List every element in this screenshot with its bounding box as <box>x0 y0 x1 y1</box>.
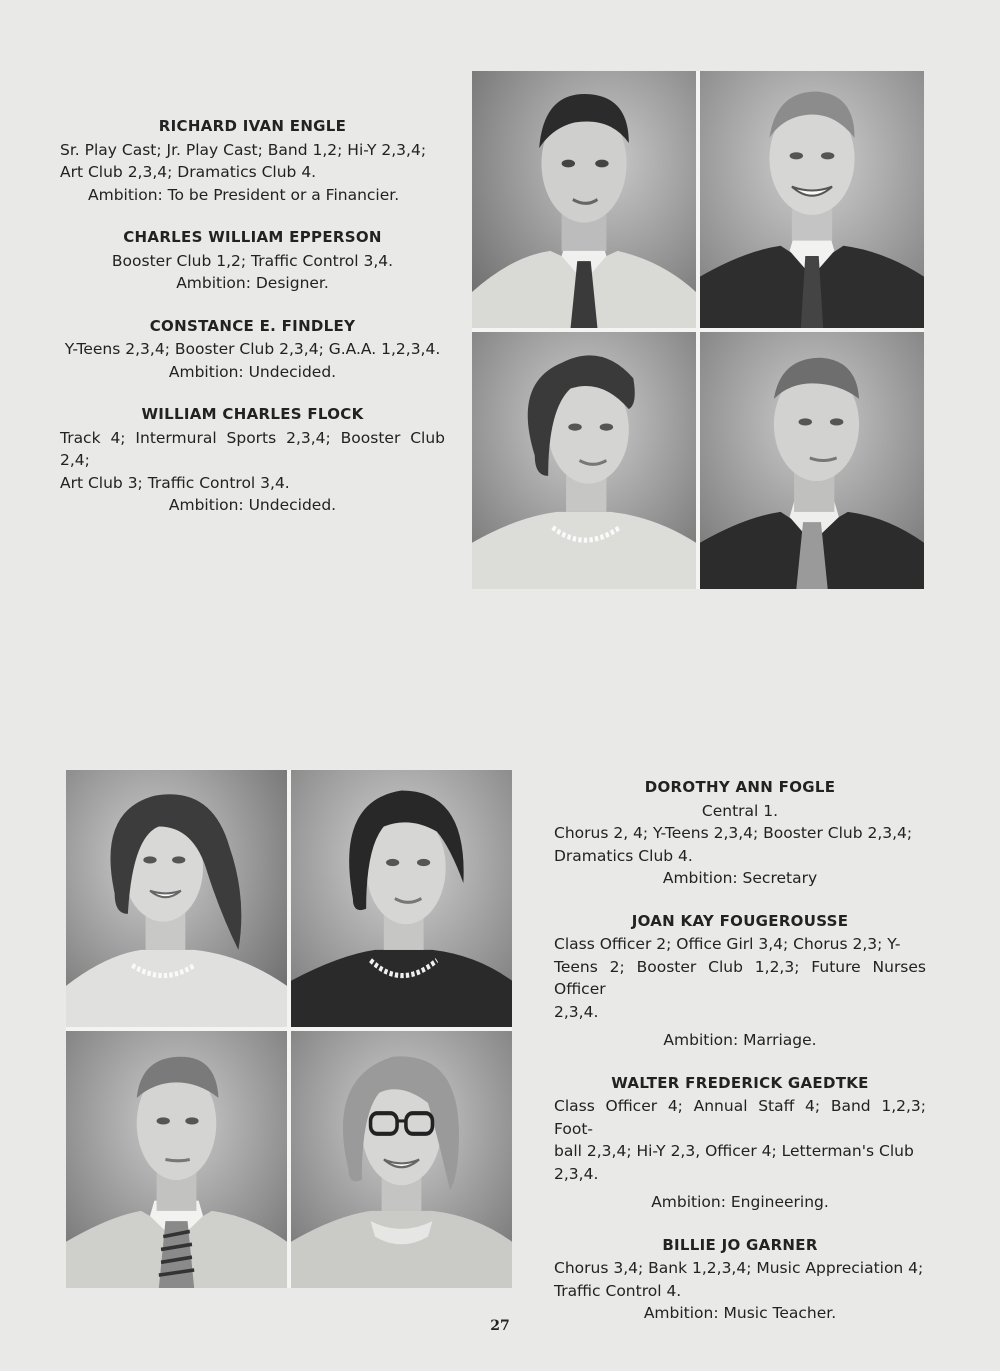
bio-charles-epperson <box>60 226 445 295</box>
portrait-photo <box>66 1031 287 1288</box>
page-number: 27 <box>490 1318 510 1334</box>
activities-line: 2,3,4. <box>554 1164 599 1183</box>
prior-school: Central 1. <box>701 801 779 820</box>
student-name: CONSTANCE E. FINDLEY <box>149 316 356 335</box>
activities-line: Art Club 2,3,4; Dramatics Club 4. <box>60 163 317 181</box>
bio-richard-engle <box>60 115 445 206</box>
bio-joan-fougerousse <box>554 910 926 1052</box>
ambition: Ambition: Undecided. <box>168 362 337 381</box>
portrait-photo <box>700 71 924 328</box>
ambition: Ambition: To be President or a Financier. <box>88 185 400 204</box>
portrait-photo <box>472 71 696 328</box>
activities-line: Chorus 3,4; Bank 1,2,3,4; Music Appreciation 4; <box>554 1259 924 1277</box>
student-name: RICHARD IVAN ENGLE <box>158 117 347 135</box>
portrait-photo <box>472 332 696 589</box>
activities-line: Booster Club 1,2; Traffic Control 3,4. <box>111 251 394 270</box>
ambition: Ambition: Music Teacher. <box>643 1304 837 1322</box>
portrait-photo <box>291 1031 512 1288</box>
activities-line: Sr. Play Cast; Jr. Play Cast; Band 1,2; Hi-Y 2,3,4; <box>60 140 427 159</box>
activities-line: Class Officer 2; Office Girl 3,4; Chorus 2,3; Y- <box>554 935 901 953</box>
ambition: Ambition: Undecided. <box>168 496 337 514</box>
top-bios <box>60 115 445 537</box>
activities-line: Track 4; Intermural Sports 2,3,4; Booster Club 2,4; <box>60 428 445 469</box>
activities-line: ball 2,3,4; Hi-Y 2,3, Officer 4; Letterman's Club <box>554 1142 914 1160</box>
student-name: WALTER FREDERICK GAEDTKE <box>611 1073 869 1092</box>
student-name: DOROTHY ANN FOGLE <box>644 778 836 796</box>
bio-walter-gaedtke <box>554 1072 926 1214</box>
portrait-photo <box>700 332 924 589</box>
bottom-bios <box>554 776 926 1345</box>
bio-billie-garner <box>554 1234 926 1325</box>
ambition: Ambition: Engineering. <box>651 1193 829 1211</box>
activities-line: Art Club 3; Traffic Control 3,4. <box>60 473 290 492</box>
activities-line: Chorus 2, 4; Y-Teens 2,3,4; Booster Club 2,3,4; <box>554 824 913 842</box>
top-portrait-grid <box>472 71 924 589</box>
activities-line: Traffic Control 4. <box>554 1281 682 1300</box>
bio-dorothy-fogle <box>554 776 926 890</box>
student-name: CHARLES WILLIAM EPPERSON <box>123 228 382 246</box>
portrait-photo <box>291 770 512 1027</box>
student-name: JOAN KAY FOUGEROUSSE <box>631 911 849 930</box>
bio-william-flock <box>60 403 445 517</box>
bottom-portrait-grid <box>66 770 512 1288</box>
activities-line: Teens 2; Booster Club 1,2,3; Future Nurses Officer <box>554 957 926 998</box>
activities-line: 2,3,4. <box>554 1002 599 1021</box>
ambition: Ambition: Secretary <box>662 869 818 887</box>
activities-line: Y-Teens 2,3,4; Booster Club 2,3,4; G.A.A. 1,2,3,4. <box>64 340 441 358</box>
ambition: Ambition: Designer. <box>176 274 329 292</box>
student-name: WILLIAM CHARLES FLOCK <box>141 405 364 423</box>
activities-line: Class Officer 4; Annual Staff 4; Band 1,2,3; Foot- <box>554 1097 926 1138</box>
activities-line: Dramatics Club 4. <box>554 846 693 865</box>
student-name: BILLIE JO GARNER <box>662 1235 818 1254</box>
portrait-photo <box>66 770 287 1027</box>
ambition: Ambition: Marriage. <box>663 1031 817 1049</box>
bio-constance-findley <box>60 315 445 384</box>
